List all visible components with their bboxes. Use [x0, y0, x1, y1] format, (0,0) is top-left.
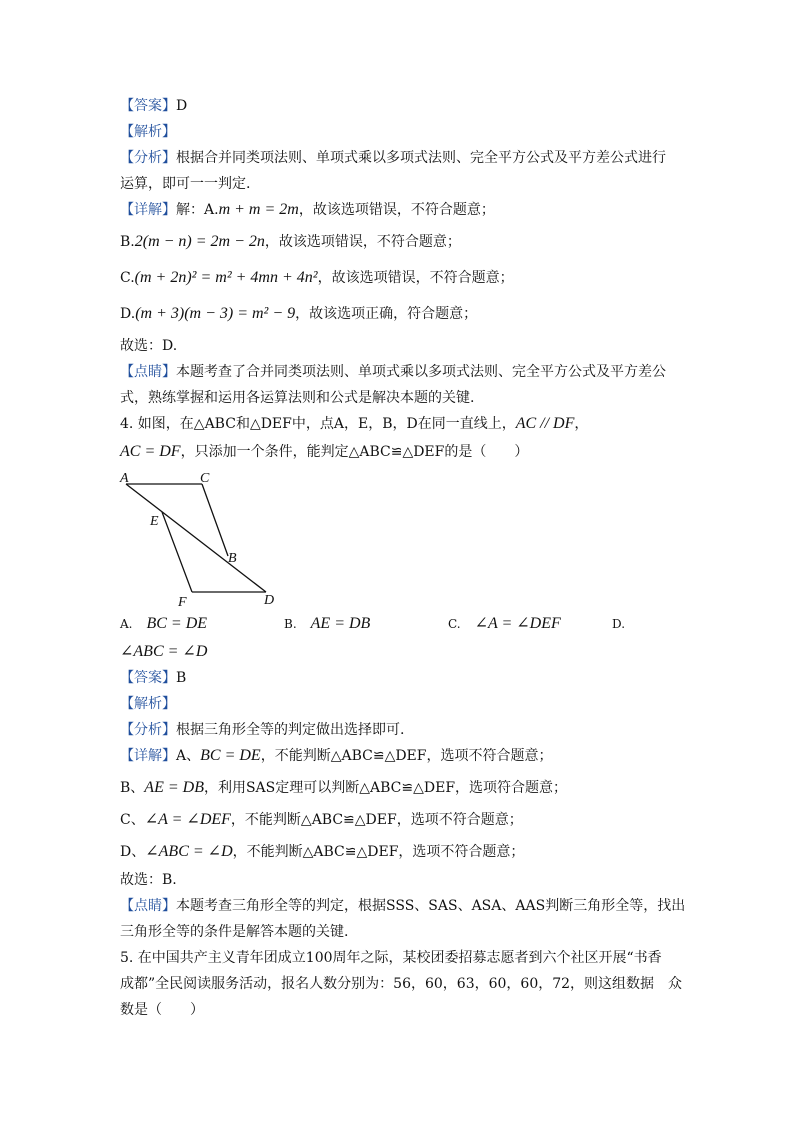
- answer-line-q4: [120, 668, 186, 688]
- comment-q4: [120, 896, 685, 916]
- option-letter: A.: [120, 617, 133, 631]
- label-a: A: [120, 471, 129, 486]
- tag: 【点睛】: [120, 898, 176, 914]
- after: ，故该选项错误，不符合题意；: [317, 270, 514, 286]
- text: 运算，即可一一判定.: [120, 176, 251, 192]
- math: 2(m − n) = 2m − 2n: [134, 233, 265, 250]
- choice-q3: [120, 336, 177, 356]
- after: ，不能判断△ABC≌△DEF，选项不符合题意；: [232, 844, 525, 860]
- analysis-line-q4: [120, 720, 404, 740]
- detail-d-q4: [120, 842, 524, 862]
- option-letter: D.: [612, 617, 626, 631]
- math: AE = DB: [144, 779, 204, 796]
- label-d: D: [264, 593, 275, 608]
- math: m + m = 2m: [218, 201, 299, 218]
- tag: 【分析】: [120, 150, 176, 166]
- option-math: ∠A = ∠DEF: [474, 615, 561, 632]
- text: B.: [120, 234, 135, 250]
- math: BC = DE: [200, 747, 261, 764]
- after: ，只添加一个条件，能判定△ABC≌△DEF的是（ ）: [180, 444, 529, 460]
- text: 三角形全等的条件是解答本题的关键.: [120, 924, 349, 940]
- tag: 【解析】: [120, 696, 176, 712]
- text: A、: [176, 748, 201, 764]
- analysis-header-q4: [120, 694, 176, 714]
- text: B: [176, 670, 187, 686]
- option-d-continuation: [120, 642, 207, 662]
- after: ，: [574, 416, 589, 432]
- tag: 【分析】: [120, 722, 176, 738]
- text: D、: [120, 844, 146, 860]
- option-b: [284, 614, 370, 634]
- math: ∠A = ∠DEF: [144, 811, 231, 828]
- question-5-cont: [120, 974, 682, 994]
- text: 故选：B.: [120, 872, 177, 888]
- option-math: BC = DE: [146, 615, 208, 632]
- tag: 【解析】: [120, 124, 176, 140]
- text: 根据合并同类项法则、单项式乘以多项式法则、完全平方公式及平方差公式进行: [176, 150, 666, 166]
- detail-a-q3: [120, 200, 495, 220]
- segment-ad: [126, 484, 266, 592]
- geometry-figure: [118, 470, 288, 610]
- math: (m + 2n)² = m² + 4mn + 4n²: [134, 269, 318, 286]
- analysis-cont-q3: [120, 174, 250, 194]
- label-e: E: [150, 514, 159, 529]
- text: 故选：D.: [120, 338, 178, 354]
- text: C.: [120, 270, 135, 286]
- choice-q4: [120, 870, 177, 890]
- label-c: C: [200, 471, 210, 486]
- option-letter: C.: [448, 617, 461, 631]
- tag: 【点睛】: [120, 364, 176, 380]
- math: AC = DF: [120, 443, 181, 460]
- question-5-end: [120, 1000, 204, 1020]
- after: ，故该选项错误，不符合题意；: [264, 234, 461, 250]
- after: ，故该选项错误，不符合题意；: [298, 202, 495, 218]
- comment-q3: [120, 362, 666, 382]
- text: 5. 在中国共产主义青年团成立100周年之际，某校团委招募志愿者到六个社区开展“书香: [120, 950, 662, 966]
- comment-cont-q3: [120, 388, 474, 408]
- math: AC // DF: [515, 415, 575, 432]
- detail-c-q4: [120, 810, 523, 830]
- math: ∠ABC = ∠D: [145, 843, 233, 860]
- text: 本题考查了合并同类项法则、单项式乘以多项式法则、完全平方公式及平方差公: [176, 364, 666, 380]
- option-math: AE = DB: [310, 615, 371, 632]
- label-f: F: [178, 595, 187, 610]
- tag: 【详解】: [120, 202, 176, 218]
- text: C、: [120, 812, 145, 828]
- after: ，故该选项正确，符合题意；: [295, 306, 478, 322]
- option-math: ∠ABC = ∠D: [120, 643, 208, 660]
- detail-c-q3: [120, 268, 514, 288]
- after: ，利用SAS定理可以判断△ABC≌△DEF，选项符合题意；: [203, 780, 568, 796]
- detail-b-q3: [120, 232, 461, 252]
- text: 解：A.: [176, 202, 219, 218]
- text: D: [176, 98, 188, 114]
- tag: 【详解】: [120, 748, 176, 764]
- option-a: [120, 614, 207, 634]
- math: (m + 3)(m − 3) = m² − 9: [135, 305, 296, 322]
- tag: 【答案】: [120, 98, 176, 114]
- text: B、: [120, 780, 145, 796]
- detail-a-q4: [120, 746, 553, 766]
- option-letter: B.: [284, 617, 297, 631]
- option-c: [448, 614, 561, 634]
- analysis-line-q3: [120, 148, 666, 168]
- question-4: [120, 414, 588, 434]
- question-5: [120, 948, 662, 968]
- text: 本题考查三角形全等的判定，根据SSS、SAS、ASA、AAS判断三角形全等，找出: [176, 898, 686, 914]
- tag: 【答案】: [120, 670, 176, 686]
- question-4-cont: [120, 442, 528, 462]
- analysis-header-q3: [120, 122, 176, 142]
- text: 根据三角形全等的判定做出选择即可.: [176, 722, 405, 738]
- comment-cont-q4: [120, 922, 348, 942]
- option-d: [612, 614, 639, 634]
- detail-d-q3: [120, 304, 477, 324]
- detail-b-q4: [120, 778, 567, 798]
- after: ，不能判断△ABC≌△DEF，选项不符合题意；: [230, 812, 523, 828]
- text: 式，熟练掌握和运用各运算法则和公式是解决本题的关键.: [120, 390, 475, 406]
- text: D.: [120, 306, 136, 322]
- text: 4. 如图，在△ABC和△DEF中，点A，E，B，D在同一直线上，: [120, 416, 516, 432]
- label-b: B: [228, 551, 237, 566]
- answer-line-q3: [120, 96, 187, 116]
- after: ，不能判断△ABC≌△DEF，选项不符合题意；: [260, 748, 553, 764]
- text: 数是（ ）: [120, 1002, 204, 1018]
- text: 成都”全民阅读服务活动，报名人数分别为：56，60，63，60，60，72，则这组数据 众: [120, 976, 683, 992]
